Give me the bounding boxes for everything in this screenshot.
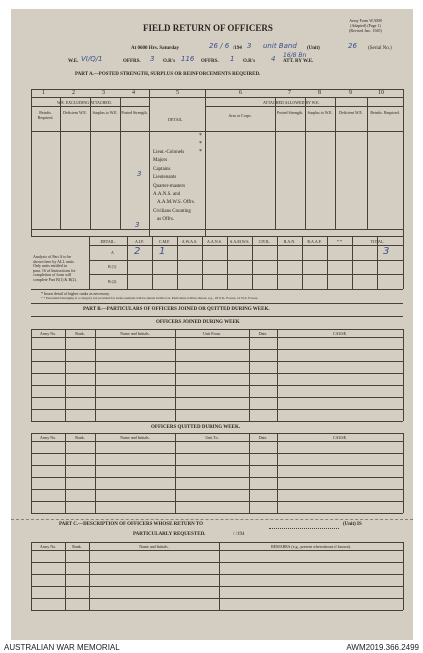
analysis-col-header: CIVIL.	[258, 239, 271, 244]
part-c-subtitle: PARTICULARLY REQUESTED.	[133, 532, 206, 537]
serial-label: (Serial No.)	[368, 46, 392, 51]
col-number: 8	[318, 90, 321, 96]
col-number: 1	[42, 90, 45, 96]
rule	[31, 89, 403, 90]
army-form-number: Army Form W.3008 (Adapted) (Page 1) (Revised Jan., 1945)	[349, 18, 382, 33]
analysis-col-header: A.A.N.S.	[207, 239, 222, 244]
rule	[205, 89, 206, 236]
rule	[277, 433, 278, 513]
quitted-col-header: CAUSE.	[332, 435, 348, 440]
form-sheet	[11, 9, 413, 640]
rule	[403, 329, 404, 421]
rule	[403, 89, 404, 289]
rule	[90, 97, 91, 229]
rule	[31, 236, 403, 237]
rule	[89, 260, 403, 261]
analysis-row-label: B (2)	[108, 279, 117, 284]
part-c-col-header: Name and Initials.	[139, 544, 169, 549]
rank-list: Lieut.-Colonels Majors Captains Lieutenants Quarter-masters A.A.N.S. and A.A.M.W.S. Offrs. Civilians Counting as Offrs.	[153, 150, 195, 223]
col-header: Surplus to W.E.	[307, 110, 333, 115]
rule	[31, 610, 403, 611]
quitted-title: OFFICERS QUITTED DURING WEEK.	[151, 425, 241, 430]
rule	[205, 106, 403, 107]
col-header: Posted Strength.	[276, 110, 304, 115]
offrs-attached-handwritten: 1	[230, 55, 235, 63]
footnote-2: * * Personnel belonging to a category not provided for in the analysis will be shown in this Col. Particulars will be shown, e.g., 18 U.K. Forces, 12 N.Z. Forces.	[41, 296, 259, 300]
analysis-col-header: TOTAL.	[370, 239, 385, 244]
part-a-title: PART A.—POSTED STRENGTH, SURPLUS OR REINFORCEMENTS REQUIRED.	[75, 72, 261, 77]
rule	[31, 97, 403, 98]
star-mark: *	[199, 149, 202, 155]
analysis-row-label: A	[111, 250, 114, 255]
footer-source: AUSTRALIAN WAR MEMORIAL	[4, 643, 120, 652]
total-handwritten: 3	[383, 246, 390, 257]
col-number: 7	[288, 90, 291, 96]
rule	[31, 303, 403, 304]
rule	[31, 329, 32, 421]
rule	[31, 562, 403, 563]
ors-label: O.R's	[163, 59, 176, 64]
analysis-col-header: A.A.M.W.S.	[229, 239, 250, 244]
quitted-col-header: Rank.	[75, 435, 85, 440]
attached-allowed-label: ATTACHED ALLOWED BY W.E.	[263, 100, 320, 105]
rule	[95, 433, 96, 513]
rule	[277, 329, 278, 421]
col-header: Deficient W.E.	[63, 110, 87, 115]
rule	[175, 433, 176, 513]
rule	[89, 542, 90, 610]
rule	[31, 433, 403, 434]
rule	[249, 329, 250, 421]
rule	[403, 433, 404, 513]
offrs-label: OFFRS.	[123, 59, 141, 64]
rule	[275, 97, 276, 229]
analysis-row-label: B (1)	[108, 264, 117, 269]
rule	[31, 598, 403, 599]
joined-col-header: Army No.	[39, 331, 57, 336]
rule	[31, 513, 403, 514]
rule	[31, 316, 403, 317]
rule	[65, 542, 66, 610]
rule	[31, 337, 403, 338]
analysis-col-header: A.W.A.S.	[181, 239, 198, 244]
star-mark: *	[199, 133, 202, 139]
part-c-unit-label: (Unit) IS	[343, 522, 362, 527]
we-handwritten: VI/Q/1	[81, 55, 103, 63]
col-number: 4	[132, 90, 135, 96]
unit-extra-handwritten: 16/8 Bn	[283, 52, 307, 59]
ors-handwritten: 116	[181, 55, 195, 63]
unit-handwritten: unit Band	[263, 42, 297, 50]
rule	[31, 409, 403, 410]
rule	[219, 542, 220, 610]
unit-blank	[269, 528, 339, 529]
col-number: 5	[176, 90, 179, 96]
col-header: Surplus to W.E.	[92, 110, 118, 115]
rule	[403, 542, 404, 610]
rule	[31, 373, 403, 374]
rule	[31, 289, 403, 290]
rule	[31, 441, 403, 442]
we-label: W.E.	[68, 59, 79, 64]
rule	[249, 433, 250, 513]
analysis-col-header: C.M.F.	[158, 239, 171, 244]
aif-handwritten: 2	[134, 246, 141, 257]
form-title: FIELD RETURN OF OFFICERS	[143, 23, 273, 33]
footer-accession: AWM2019.366.2499	[346, 643, 419, 652]
analysis-col-header: DETAIL.	[100, 239, 116, 244]
quitted-col-header: Army No.	[39, 435, 57, 440]
rule	[31, 477, 403, 478]
rule	[149, 89, 150, 236]
rule	[31, 542, 403, 543]
posted-captains-handwritten: 3	[137, 170, 142, 178]
rule	[31, 329, 403, 330]
unit-label: (Unit)	[307, 46, 320, 51]
joined-col-header: Rank.	[75, 331, 85, 336]
rule	[31, 453, 403, 454]
col-header: Reinfts. Required.	[37, 110, 54, 120]
part-c-col-header: Army No.	[39, 544, 57, 549]
col-number: 2	[72, 90, 75, 96]
rule	[31, 397, 403, 398]
joined-title: OFFICERS JOINED DURING WEEK	[156, 320, 240, 325]
rule	[31, 574, 403, 575]
att-by-we-label: ATT. BY W.E.	[283, 59, 314, 64]
rule	[31, 501, 403, 502]
col-header: Reinfts. Required.	[370, 110, 400, 115]
rule	[65, 329, 66, 421]
col-header: Deficient W.E.	[339, 110, 363, 115]
year-handwritten: 3	[247, 42, 252, 50]
rule	[120, 97, 121, 229]
rule	[31, 542, 32, 610]
rule	[31, 550, 403, 551]
joined-col-header: Date.	[258, 331, 268, 336]
col-number: 10	[378, 90, 384, 96]
joined-col-header: Unit From.	[203, 331, 221, 336]
analysis-note: Analysis of Part A to be shown here by ALL units. Only units entitled in para. 16 of Instructions for completion of form will complete Part B(1) & B(2).	[33, 254, 77, 282]
rule	[95, 329, 96, 421]
part-c-col-header: Rank.	[72, 544, 82, 549]
analysis-col-header: A.I.F.	[134, 239, 145, 244]
cmf-handwritten: 1	[159, 246, 166, 257]
we-excluding-attached-label: W.E. EXCLUDING ATTACHED.	[57, 100, 112, 105]
fold-line	[11, 519, 413, 520]
rule	[31, 465, 403, 466]
col-number: 6	[239, 90, 242, 96]
offrs-handwritten: 3	[150, 55, 155, 63]
quitted-col-header: Name and Initials.	[120, 435, 150, 440]
rule	[175, 329, 176, 421]
part-b-title: PART B.—PARTICULARS OF OFFICERS JOINED OR QUITTED DURING WEEK.	[83, 307, 270, 312]
rule	[31, 421, 403, 422]
rule	[31, 489, 403, 490]
footnote-1: * Insert detail of higher ranks as necessary.	[41, 291, 110, 296]
part-c-col-header: REMARKS (e.g., present whereabouts if known).	[271, 544, 351, 549]
rule	[31, 385, 403, 386]
analysis-col-header: R.A.N.	[283, 239, 296, 244]
part-c-title: PART C.—DESCRIPTION OF OFFICERS WHOSE RETURN TO	[59, 522, 204, 527]
rule	[31, 433, 32, 513]
ors-attached-handwritten: 4	[271, 55, 276, 63]
rule	[31, 229, 403, 230]
rule	[31, 361, 403, 362]
rule	[367, 97, 368, 229]
quitted-col-header: Unit To.	[205, 435, 219, 440]
rule	[65, 433, 66, 513]
analysis-col-header: * *	[337, 239, 342, 244]
year-prefix: /194	[233, 46, 242, 51]
rule	[31, 131, 403, 132]
col-header: Arm or Corps.	[228, 113, 252, 118]
analysis-col-header: R.A.A.F.	[307, 239, 322, 244]
rule	[89, 274, 403, 275]
quitted-col-header: Date.	[258, 435, 268, 440]
rule	[60, 97, 61, 229]
detail-label: DETAIL.	[168, 117, 184, 122]
rule	[305, 97, 306, 229]
col-number: 3	[102, 90, 105, 96]
ors-attached-label: O.R's	[243, 59, 256, 64]
star-mark: *	[199, 141, 202, 147]
serial-handwritten: 26	[348, 42, 357, 50]
offrs-attached-label: OFFRS.	[201, 59, 219, 64]
posted-total-handwritten: 3	[135, 221, 140, 229]
rule	[335, 97, 336, 229]
col-header: Posted Strength.	[121, 110, 148, 115]
joined-col-header: CAUSE.	[332, 331, 348, 336]
date-handwritten: 26 / 6	[209, 42, 230, 50]
joined-col-header: Name and Initials.	[120, 331, 150, 336]
col-number: 9	[349, 90, 352, 96]
rule	[31, 586, 403, 587]
at-hours-label: At 0600 Hrs. Saturday	[131, 46, 180, 51]
rule	[31, 349, 403, 350]
part-c-date-blank: / /194	[233, 532, 245, 537]
